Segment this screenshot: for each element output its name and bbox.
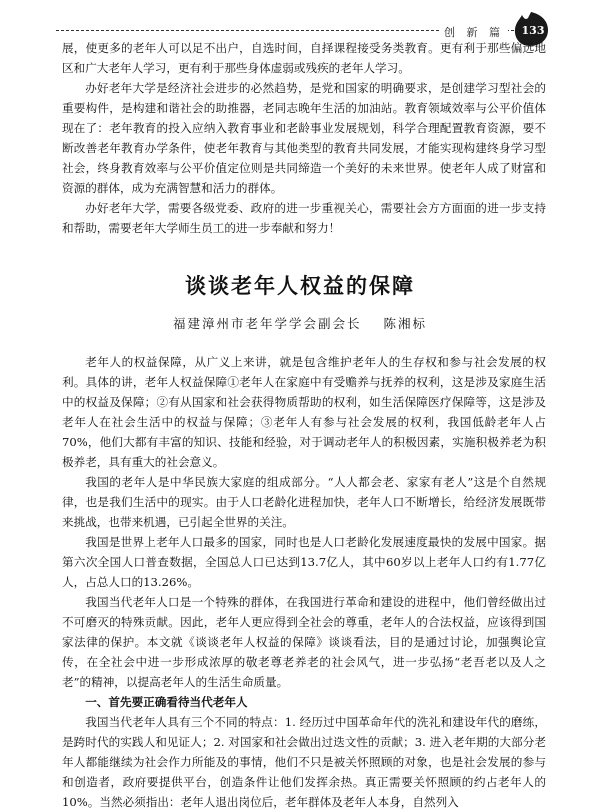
author-affiliation: 福建漳州市老年学学会副会长 <box>172 316 362 331</box>
section-paragraph: 我国当代老年人具有三个不同的特点：1. 经历过中国革命年代的洗礼和建设年代的磨练，是跨时代的实践人和见证人；2. 对国家和社会做出过迭文性的贡献；3. 进入老年期的大部分老年人都能继续为社会作力所能及的事情，他们不只是被关怀照顾的对象，也是社会发展的参与和创造者，政府要提供平台，创造条件让他们发挥余热。真正需要关怀照顾的约占老年人的10%。当然必须指出：老年人退出岗位后，老年群体及老年人本身，自然列入 <box>62 715 546 809</box>
top-paragraph-3: 办好老年大学，需要各级党委、政府的进一步重视关心，需要社会方方面面的进一步支持和帮助，需要老年大学师生员工的进一步奉献和努力！ <box>62 201 546 235</box>
author-name: 陈湘标 <box>383 316 428 331</box>
article-paragraph-1: 老年人的权益保障，从广义上来讲，就是包含维护老年人的生存权和参与社会发展的权利。具体的讲，老年人权益保障①老年人在家庭中有受赡养与抚养的权利，这是涉及家庭生活中的权益及保障；②有从国家和社会获得物质帮助的权利，如生活保障医疗保障等，这是涉及老年人在社会生活中的权益与保障；③老年人有参与社会发展的权利，我国低龄老年人占70%，他们大都有丰富的知识、技能和经验，对于调动老年人的积极因素，实施积极养老为积极养老，具有重大的社会意义。 <box>62 355 546 469</box>
article-paragraph-3: 我国是世界上老年人口最多的国家，同时也是人口老龄化发展速度最快的发展中国家。据第六次全国人口普查数据，全国总人口已达到13.7亿人，其中60岁以上老年人口约有1.77亿人，占总人口的13.26%。 <box>62 535 546 589</box>
section-heading: 一、首先要正确看待当代老年人 <box>85 695 248 709</box>
top-paragraph-2: 办好老年大学是经济社会进步的必然趋势，是党和国家的明确要求，是创建学习型社会的重要构件，是构建和谐社会的助推器，老同志晚年生活的加油站。教育领域效率与公平价值体现在了：老年教育的投入应纳入教育事业和老龄事业发展规划，科学合理配置教育资源，要不断改善老年教育办学条件，使老年教育与其他类型的教育共同发展，才能实现构建终身学习型社会，终身教育效率与公平价值定位则是共同缔造一个美好的未来世界。使老年人成了财富和资源的群体，成为充满智慧和活力的群体。 <box>62 81 546 195</box>
article-title: 谈谈老年人权益的保障 <box>185 273 415 298</box>
article-byline <box>0 314 600 332</box>
top-section <box>62 38 546 238</box>
article-paragraph-2: 我国的老年人是中华民族大家庭的组成部分。“人人都会老、家家有老人”这是个自然规律，也是我们生活中的现实。由于人口老龄化进程加快，老年人口不断增长，给经济发展既带来挑战，也带来机遇，已引起全世界的关注。 <box>62 475 546 529</box>
page-number: 133 <box>521 24 545 37</box>
section-label: 创 新 篇 <box>440 24 508 40</box>
article-body <box>62 352 546 812</box>
top-paragraph-1: 展，使更多的老年人可以足不出户，自选时间，自择课程接受务类教育。更有利于那些偏远地区和广大老年人学习，更有利于那些身体虚弱或残疾的老年人学习。 <box>62 41 546 75</box>
article-paragraph-4: 我国当代老年人口是一个特殊的群体，在我国进行革命和建设的进程中，他们曾经做出过不可磨灭的特殊贡献。因此，老年人更应得到全社会的尊重，老年人的合法权益，应该得到国家法律的保护。本文就《谈谈老年人权益的保障》谈谈看法，目的是通过讨论，加强舆论宣传，在全社会中进一步形成浓厚的敬老尊老养老的社会风气，进一步弘扬“老吾老以及人之老”的精神，以提高老年人的生活生命质量。 <box>62 595 546 689</box>
